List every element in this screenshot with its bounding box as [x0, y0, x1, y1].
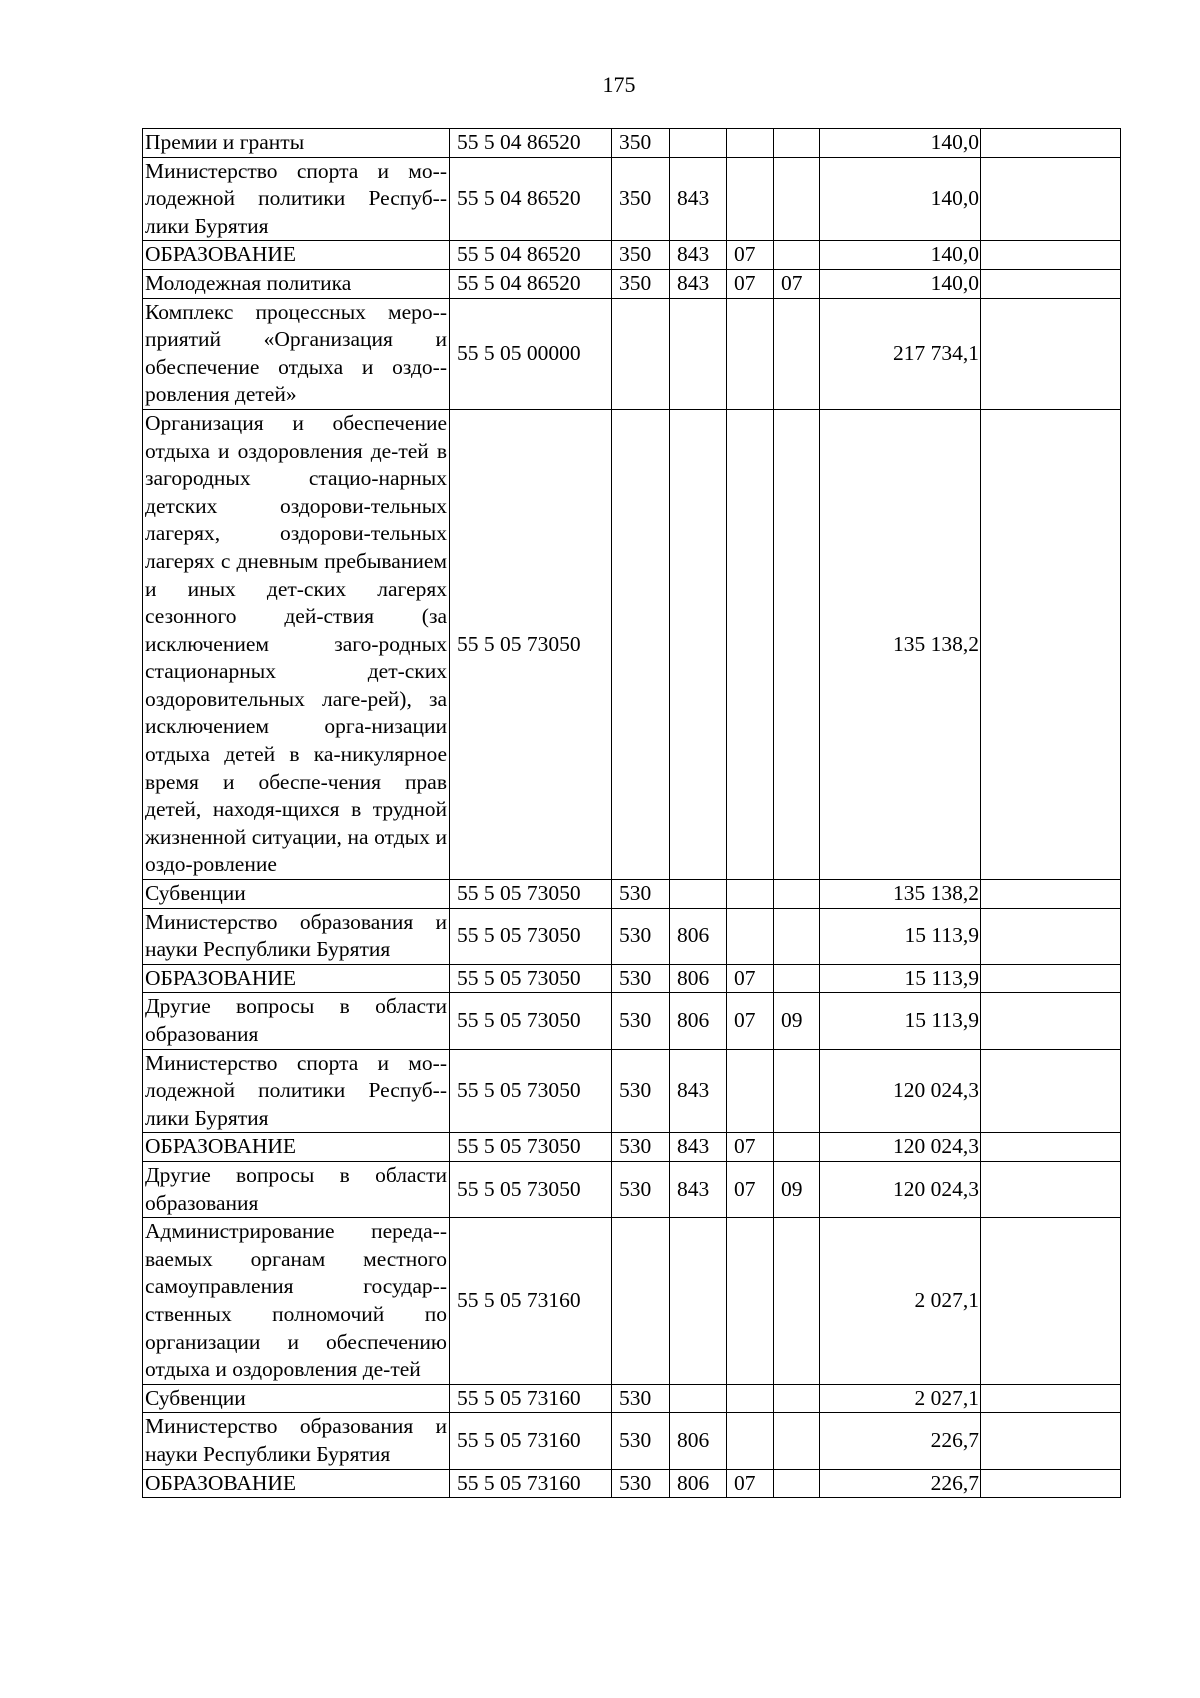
- cell-amount: 120 024,3: [820, 1049, 981, 1133]
- cell-section: [727, 298, 774, 409]
- cell-expense-type: 530: [612, 1161, 670, 1217]
- cell-target-code: 55 5 05 73160: [450, 1469, 612, 1498]
- cell-section: 07: [727, 1133, 774, 1162]
- cell-expense-type: 530: [612, 1049, 670, 1133]
- cell-gr-code: 843: [670, 269, 727, 298]
- cell-gr-code: [670, 1218, 727, 1385]
- cell-name: Министерство спорта и мо-лодежной политики Респуб-лики Бурятия: [143, 1049, 450, 1133]
- cell-gr-code: 806: [670, 964, 727, 993]
- cell-subsection: [774, 1133, 820, 1162]
- cell-gr-code: 806: [670, 908, 727, 964]
- table-row: [143, 993, 1121, 1049]
- cell-empty: [981, 1413, 1121, 1469]
- cell-empty: [981, 1161, 1121, 1217]
- cell-amount: 140,0: [820, 157, 981, 241]
- cell-empty: [981, 269, 1121, 298]
- cell-section: [727, 409, 774, 879]
- cell-amount: 15 113,9: [820, 908, 981, 964]
- cell-amount: 2 027,1: [820, 1384, 981, 1413]
- cell-name: Субвенции: [143, 880, 450, 909]
- cell-section: [727, 1384, 774, 1413]
- cell-target-code: 55 5 04 86520: [450, 241, 612, 270]
- cell-section: 07: [727, 1469, 774, 1498]
- cell-name: Министерство образования и науки Республики Бурятия: [143, 908, 450, 964]
- cell-amount: 140,0: [820, 129, 981, 158]
- cell-subsection: [774, 908, 820, 964]
- cell-subsection: [774, 157, 820, 241]
- cell-expense-type: 530: [612, 993, 670, 1049]
- cell-target-code: 55 5 05 73050: [450, 409, 612, 879]
- cell-subsection: 09: [774, 993, 820, 1049]
- cell-expense-type: 530: [612, 1469, 670, 1498]
- cell-expense-type: 530: [612, 964, 670, 993]
- cell-expense-type: 530: [612, 1413, 670, 1469]
- cell-subsection: 09: [774, 1161, 820, 1217]
- cell-amount: 217 734,1: [820, 298, 981, 409]
- cell-section: [727, 1218, 774, 1385]
- cell-target-code: 55 5 05 73050: [450, 964, 612, 993]
- cell-target-code: 55 5 04 86520: [450, 157, 612, 241]
- cell-section: [727, 157, 774, 241]
- cell-amount: 226,7: [820, 1469, 981, 1498]
- cell-name: Организация и обеспечение отдыха и оздоровления де-тей в загородных стацио-нарных детских оздорови-тельных лагерях, оздорови-тельных лагерях с дневным пребыванием и иных дет-ских лагерях сезонного дей-ствия (за исключением заго-родных стационарных дет-ских оздоровительных лаге-рей), за исключением орга-низации отдыха детей в ка-никулярное время и обеспе-чения прав детей, находя-щихся в трудной жизненной ситуации, на отдых и оздо-ровление: [143, 409, 450, 879]
- cell-section: 07: [727, 993, 774, 1049]
- cell-subsection: [774, 1384, 820, 1413]
- cell-name: Премии и гранты: [143, 129, 450, 158]
- table-row: [143, 409, 1121, 879]
- cell-amount: 120 024,3: [820, 1161, 981, 1217]
- table-row: [143, 157, 1121, 241]
- cell-target-code: 55 5 05 73050: [450, 1133, 612, 1162]
- cell-name: ОБРАЗОВАНИЕ: [143, 964, 450, 993]
- cell-target-code: 55 5 05 00000: [450, 298, 612, 409]
- cell-gr-code: 806: [670, 1469, 727, 1498]
- cell-expense-type: 350: [612, 269, 670, 298]
- table-row: [143, 298, 1121, 409]
- cell-expense-type: 530: [612, 1133, 670, 1162]
- cell-amount: 15 113,9: [820, 964, 981, 993]
- cell-expense-type: [612, 298, 670, 409]
- cell-name: Министерство образования и науки Республики Бурятия: [143, 1413, 450, 1469]
- cell-empty: [981, 1133, 1121, 1162]
- cell-expense-type: 350: [612, 157, 670, 241]
- cell-expense-type: 350: [612, 129, 670, 158]
- cell-empty: [981, 157, 1121, 241]
- cell-section: 07: [727, 269, 774, 298]
- cell-expense-type: 530: [612, 908, 670, 964]
- cell-section: [727, 908, 774, 964]
- cell-section: 07: [727, 964, 774, 993]
- cell-target-code: 55 5 05 73160: [450, 1384, 612, 1413]
- cell-section: [727, 129, 774, 158]
- cell-amount: 135 138,2: [820, 880, 981, 909]
- cell-name: Молодежная политика: [143, 269, 450, 298]
- cell-gr-code: 843: [670, 1161, 727, 1217]
- cell-empty: [981, 1049, 1121, 1133]
- cell-amount: 2 027,1: [820, 1218, 981, 1385]
- table-row: [143, 1384, 1121, 1413]
- cell-subsection: [774, 1049, 820, 1133]
- table-row: [143, 1133, 1121, 1162]
- cell-empty: [981, 1218, 1121, 1385]
- cell-name: ОБРАЗОВАНИЕ: [143, 1133, 450, 1162]
- cell-gr-code: [670, 880, 727, 909]
- cell-name: Министерство спорта и мо-лодежной политики Респуб-лики Бурятия: [143, 157, 450, 241]
- cell-target-code: 55 5 04 86520: [450, 269, 612, 298]
- cell-amount: 226,7: [820, 1413, 981, 1469]
- cell-gr-code: [670, 298, 727, 409]
- budget-table-body: [143, 129, 1121, 1498]
- table-row: [143, 1218, 1121, 1385]
- table-row: [143, 1413, 1121, 1469]
- cell-name: Другие вопросы в области образования: [143, 993, 450, 1049]
- page-number: 175: [602, 72, 636, 97]
- table-row: [143, 964, 1121, 993]
- cell-gr-code: 806: [670, 993, 727, 1049]
- cell-amount: 135 138,2: [820, 409, 981, 879]
- cell-empty: [981, 409, 1121, 879]
- cell-section: [727, 1049, 774, 1133]
- table-row: [143, 1049, 1121, 1133]
- cell-name: Другие вопросы в области образования: [143, 1161, 450, 1217]
- cell-gr-code: [670, 409, 727, 879]
- cell-target-code: 55 5 05 73160: [450, 1218, 612, 1385]
- cell-expense-type: 530: [612, 880, 670, 909]
- cell-name: Комплекс процессных меро-приятий «Организация и обеспечение отдыха и оздо-ровления детей»: [143, 298, 450, 409]
- cell-subsection: [774, 880, 820, 909]
- cell-gr-code: 843: [670, 157, 727, 241]
- cell-expense-type: [612, 1218, 670, 1385]
- cell-empty: [981, 908, 1121, 964]
- cell-gr-code: 843: [670, 241, 727, 270]
- cell-empty: [981, 129, 1121, 158]
- table-row: [143, 908, 1121, 964]
- cell-target-code: 55 5 04 86520: [450, 129, 612, 158]
- cell-subsection: 07: [774, 269, 820, 298]
- cell-subsection: [774, 129, 820, 158]
- cell-name: ОБРАЗОВАНИЕ: [143, 241, 450, 270]
- cell-name: Администрирование переда-ваемых органам местного самоуправления государ-ственных полномочий по организации и обеспечению отдыха и оздоровления де-тей: [143, 1218, 450, 1385]
- cell-empty: [981, 298, 1121, 409]
- cell-target-code: 55 5 05 73050: [450, 1049, 612, 1133]
- cell-section: 07: [727, 1161, 774, 1217]
- table-row: [143, 269, 1121, 298]
- cell-target-code: 55 5 05 73050: [450, 880, 612, 909]
- cell-empty: [981, 1469, 1121, 1498]
- cell-amount: 15 113,9: [820, 993, 981, 1049]
- cell-expense-type: 350: [612, 241, 670, 270]
- cell-subsection: [774, 241, 820, 270]
- cell-target-code: 55 5 05 73050: [450, 1161, 612, 1217]
- cell-subsection: [774, 1413, 820, 1469]
- cell-target-code: 55 5 05 73050: [450, 908, 612, 964]
- cell-gr-code: 806: [670, 1413, 727, 1469]
- cell-section: 07: [727, 241, 774, 270]
- cell-target-code: 55 5 05 73160: [450, 1413, 612, 1469]
- cell-gr-code: [670, 129, 727, 158]
- cell-gr-code: 843: [670, 1133, 727, 1162]
- cell-section: [727, 880, 774, 909]
- cell-empty: [981, 880, 1121, 909]
- cell-amount: 140,0: [820, 241, 981, 270]
- table-row: [143, 129, 1121, 158]
- table-row: [143, 880, 1121, 909]
- cell-expense-type: [612, 409, 670, 879]
- cell-empty: [981, 993, 1121, 1049]
- cell-expense-type: 530: [612, 1384, 670, 1413]
- budget-table: [142, 128, 1121, 1498]
- cell-amount: 120 024,3: [820, 1133, 981, 1162]
- table-row: [143, 1469, 1121, 1498]
- cell-empty: [981, 964, 1121, 993]
- cell-subsection: [774, 298, 820, 409]
- table-row: [143, 1161, 1121, 1217]
- cell-gr-code: 843: [670, 1049, 727, 1133]
- cell-subsection: [774, 964, 820, 993]
- cell-name: ОБРАЗОВАНИЕ: [143, 1469, 450, 1498]
- cell-empty: [981, 241, 1121, 270]
- cell-subsection: [774, 409, 820, 879]
- cell-subsection: [774, 1469, 820, 1498]
- cell-subsection: [774, 1218, 820, 1385]
- table-row: [143, 241, 1121, 270]
- cell-amount: 140,0: [820, 269, 981, 298]
- cell-gr-code: [670, 1384, 727, 1413]
- cell-empty: [981, 1384, 1121, 1413]
- cell-section: [727, 1413, 774, 1469]
- cell-name: Субвенции: [143, 1384, 450, 1413]
- cell-target-code: 55 5 05 73050: [450, 993, 612, 1049]
